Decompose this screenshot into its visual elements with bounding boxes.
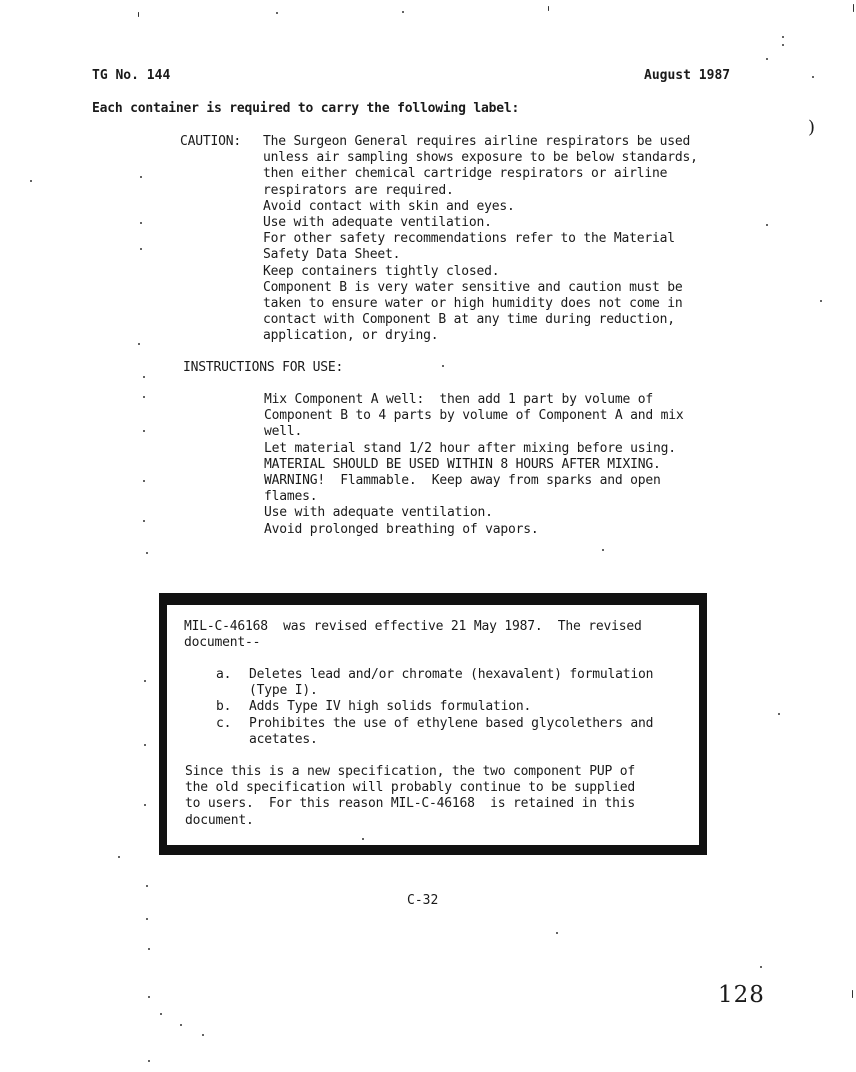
- caution-text: [263, 134, 698, 345]
- notice-line: the old specification will probably continue to be supplied: [185, 780, 635, 796]
- caution-line: respirators are required.: [263, 182, 454, 198]
- document-date: August 1987: [644, 68, 731, 83]
- notice-paragraph: [184, 619, 642, 651]
- scan-speck: [146, 918, 148, 920]
- scan-speck: [180, 1024, 182, 1026]
- list-marker: b.: [216, 699, 232, 715]
- scan-mark: ): [808, 117, 816, 138]
- scan-speck: [143, 480, 145, 482]
- caution-line: taken to ensure water or high humidity does not come in: [263, 296, 683, 312]
- page-number: 128: [718, 982, 765, 1008]
- scan-speck: [556, 932, 558, 934]
- list-item-line: acetates.: [249, 731, 318, 747]
- list-item-line: Adds Type IV high solids formulation.: [249, 699, 532, 715]
- scan-speck: [146, 552, 148, 554]
- instruction-line: MATERIAL SHOULD BE USED WITHIN 8 HOURS AFTER MIXING.: [264, 456, 661, 472]
- scan-speck: [140, 248, 142, 250]
- caution-line: Use with adequate ventilation.: [263, 215, 492, 231]
- caution-line: then either chemical cartridge respirators or airline: [263, 166, 668, 182]
- caution-line: Keep containers tightly closed.: [263, 263, 500, 279]
- scan-speck: [820, 300, 822, 302]
- list-marker: c.: [216, 715, 232, 731]
- scan-speck: [852, 990, 853, 998]
- notice-list-item: [216, 667, 653, 699]
- instruction-line: well.: [264, 424, 303, 440]
- notice-line: to users. For this reason MIL-C-46168 is retained in this: [185, 796, 635, 812]
- notice-list-item: [216, 716, 653, 748]
- instruction-line: Use with adequate ventilation.: [264, 505, 493, 521]
- scan-speck: [778, 713, 780, 715]
- notice-list-item: [216, 699, 653, 715]
- scan-speck: [138, 343, 140, 345]
- notice-line: document--: [184, 635, 261, 651]
- instruction-line: flames.: [264, 489, 318, 505]
- scan-speck: [202, 1034, 204, 1036]
- caution-line: Component B is very water sensitive and caution must be: [263, 279, 683, 295]
- scan-speck: [402, 11, 404, 13]
- scan-speck: [853, 4, 854, 12]
- instruction-line: Avoid prolonged breathing of vapors.: [264, 521, 539, 537]
- scan-speck: [148, 996, 150, 998]
- caution-line: application, or drying.: [263, 328, 439, 344]
- scan-speck: [140, 222, 142, 224]
- instructions-text: [264, 392, 683, 538]
- scan-speck: [782, 36, 784, 38]
- notice-list: [216, 667, 653, 748]
- document-id: TG No. 144: [92, 68, 171, 83]
- instructions-label: INSTRUCTIONS FOR USE:: [183, 360, 344, 375]
- scan-speck: [146, 885, 148, 887]
- scan-speck: [442, 365, 444, 367]
- scan-speck: [148, 1060, 150, 1062]
- scan-speck: [143, 396, 145, 398]
- scan-speck: [812, 76, 814, 78]
- caution-label: CAUTION:: [180, 134, 242, 149]
- scan-speck: [362, 838, 364, 840]
- list-item-line: (Type I).: [249, 683, 318, 699]
- scan-speck: [118, 856, 120, 858]
- scan-speck: [760, 966, 762, 968]
- instruction-line: WARNING! Flammable. Keep away from sparks and open: [264, 473, 661, 489]
- scan-speck: [160, 1013, 162, 1015]
- list-marker: a.: [216, 667, 232, 682]
- list-item-line: Prohibites the use of ethylene based glycolethers and: [249, 715, 654, 731]
- caution-line: For other safety recommendations refer to the Material: [263, 231, 675, 247]
- scan-speck: [548, 6, 549, 11]
- scan-speck: [144, 804, 146, 806]
- notice-line: Since this is a new specification, the two component PUP of: [185, 764, 635, 779]
- caution-line: The Surgeon General requires airline respirators be used: [263, 134, 691, 149]
- caution-line: Safety Data Sheet.: [263, 247, 401, 263]
- scan-speck: [782, 44, 784, 46]
- caution-line: unless air sampling shows exposure to be below standards,: [263, 150, 698, 166]
- caution-line: Avoid contact with skin and eyes.: [263, 198, 515, 214]
- scan-speck: [766, 58, 768, 60]
- scan-speck: [276, 12, 278, 14]
- instruction-line: Let material stand 1/2 hour after mixing before using.: [264, 440, 676, 456]
- instruction-line: Mix Component A well: then add 1 part by volume of: [264, 392, 653, 407]
- scan-speck: [766, 224, 768, 226]
- scan-speck: [144, 744, 146, 746]
- scan-speck: [30, 180, 32, 182]
- caution-line: contact with Component B at any time during reduction,: [263, 312, 675, 328]
- scan-speck: [138, 12, 139, 17]
- notice-line: document.: [185, 812, 254, 828]
- scan-speck: [148, 948, 150, 950]
- instruction-line: Component B to 4 parts by volume of Component A and mix: [264, 408, 684, 424]
- scan-speck: [143, 520, 145, 522]
- notice-paragraph: [185, 764, 635, 829]
- intro-text: Each container is required to carry the following label:: [92, 101, 520, 116]
- notice-line: MIL-C-46168 was revised effective 21 May 1987. The revised: [184, 619, 642, 634]
- scan-speck: [144, 680, 146, 682]
- scan-speck: [602, 549, 604, 551]
- page-label: C-32: [407, 893, 439, 908]
- scan-speck: [143, 430, 145, 432]
- scan-speck: [143, 376, 145, 378]
- scan-speck: [140, 176, 142, 178]
- list-item-line: Deletes lead and/or chromate (hexavalent) formulation: [249, 667, 654, 682]
